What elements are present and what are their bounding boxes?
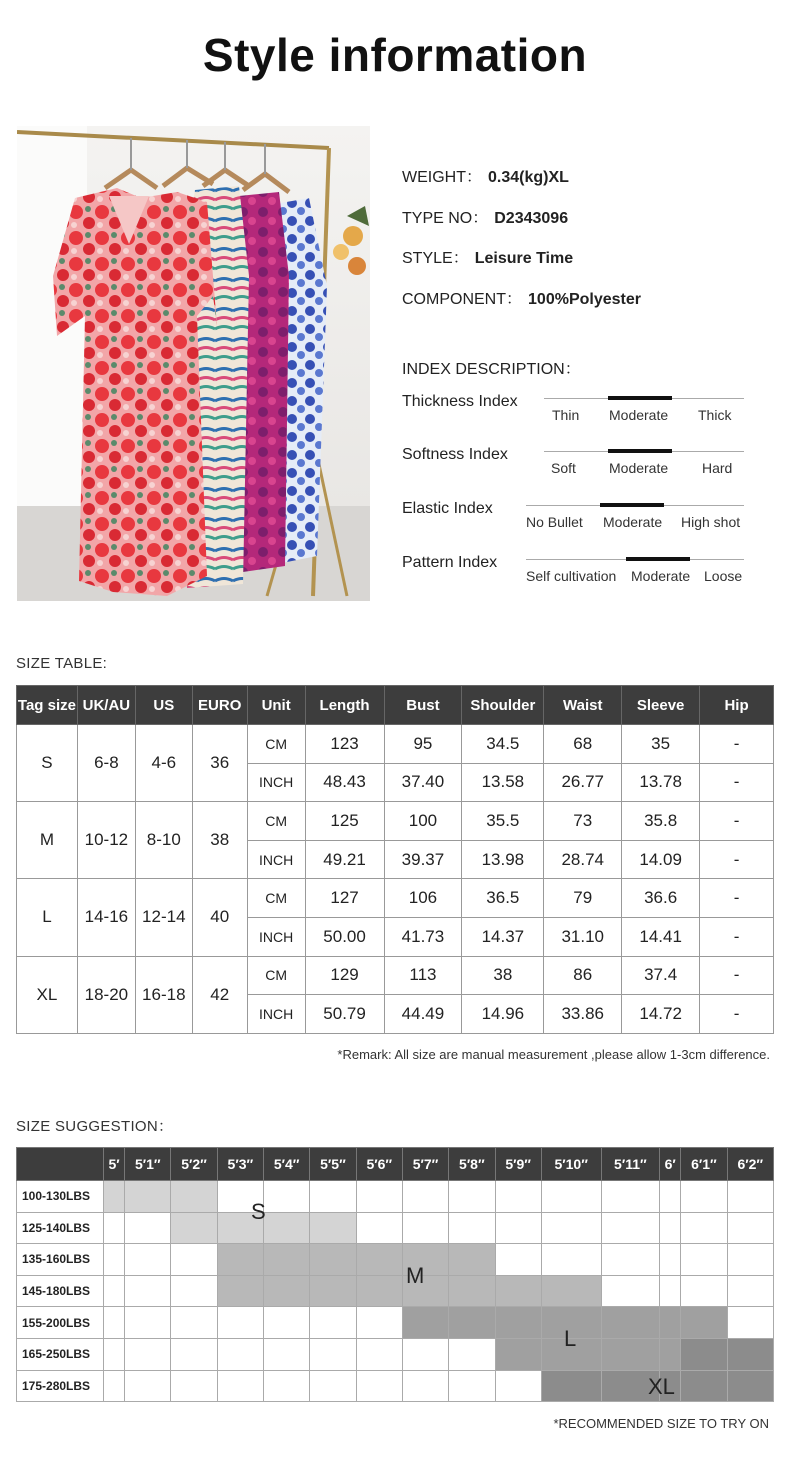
index-option: Moderate [609,460,669,476]
suggestion-cell [356,1338,402,1370]
index-option: Soft [551,460,576,476]
index-description-title: INDEX DESCRIPTION： [402,361,581,378]
height-header: 5′5″ [310,1148,356,1181]
measure-cell: INCH [247,763,305,802]
suggestion-cell [541,1181,601,1213]
measure-cell: 50.79 [305,995,384,1034]
index-option: Loose [704,568,743,584]
weight-rows [17,1181,774,1402]
suggestion-cell [681,1370,727,1402]
suggestion-cell [727,1181,773,1213]
measure-cell: 13.98 [462,840,544,879]
suggestion-cell [681,1275,727,1307]
index-option: Hard [702,460,733,476]
measure-cell: - [700,802,774,841]
measure-cell: 127 [305,879,384,918]
weight-row [17,1338,774,1370]
suggestion-cell [356,1244,402,1276]
suggestion-cell [660,1181,681,1213]
suggestion-cell [660,1212,681,1244]
measure-cell: 44.49 [384,995,462,1034]
measure-cell: 50.00 [305,917,384,956]
measure-cell: 13.78 [622,763,700,802]
size-uk-cell: 10-12 [77,802,135,879]
component-info: COMPONENT： 100%Polyester [402,291,641,308]
size-table [16,685,774,1034]
measure-cell: 13.58 [462,763,544,802]
suggestion-cell [541,1370,601,1402]
size-uk-cell: 6-8 [77,725,135,802]
suggestion-cell [310,1212,356,1244]
measure-cell: 49.21 [305,840,384,879]
measure-cell: 79 [544,879,622,918]
suggestion-cell [356,1212,402,1244]
suggestion-cell [727,1275,773,1307]
size-table-header [17,686,774,725]
size-label-s: S [251,1199,266,1224]
suggestion-cell [264,1181,310,1213]
measure-cell: 39.37 [384,840,462,879]
suggestion-cell [402,1370,448,1402]
suggestion-cell [310,1244,356,1276]
size-euro-cell: 42 [192,956,247,1033]
suggestion-cell [310,1370,356,1402]
weight-label: 165-250LBS [17,1338,104,1370]
remark: *Remark: All size are manual measurement ,please allow 1-3cm difference. [337,1047,770,1062]
measure-cell: 14.09 [622,840,700,879]
suggestion-cell [495,1307,541,1339]
index-selected-marker [608,449,672,453]
measure-cell: 33.86 [544,995,622,1034]
measure-cell: - [700,725,774,764]
measure-cell: 14.96 [462,995,544,1034]
suggestion-cell [356,1275,402,1307]
suggestion-cell [125,1307,171,1339]
measure-cell: 36.5 [462,879,544,918]
size-us-cell: 12-14 [135,879,192,956]
size-euro-cell: 40 [192,879,247,956]
suggestion-cell [660,1275,681,1307]
height-header: 5′11″ [601,1148,660,1181]
measure-cell: 36.6 [622,879,700,918]
size-uk-cell: 14-16 [77,879,135,956]
index-name: Elastic Index [402,500,493,517]
suggestion-cell [264,1275,310,1307]
index-selected-marker [626,557,690,561]
measure-cell: - [700,840,774,879]
col-header: Length [305,686,384,725]
suggestion-cell [217,1275,263,1307]
measure-cell: 28.74 [544,840,622,879]
height-header: 5′10″ [541,1148,601,1181]
height-header: 5′1″ [125,1148,171,1181]
suggestion-cell [125,1275,171,1307]
size-euro-cell: 38 [192,802,247,879]
suggestion-cell [601,1307,660,1339]
index-option: Moderate [609,407,669,423]
measure-cell: 123 [305,725,384,764]
height-header: 5′6″ [356,1148,402,1181]
suggestion-cell [495,1275,541,1307]
suggestion-cell [681,1307,727,1339]
suggestion-cell [171,1307,217,1339]
suggestion-cell [171,1370,217,1402]
measure-cell: 37.4 [622,956,700,995]
suggestion-cell [402,1338,448,1370]
suggestion-cell [356,1181,402,1213]
suggestion-cell [171,1181,217,1213]
elastic-index [402,500,747,540]
measure-cell: - [700,995,774,1034]
col-header: Waist [544,686,622,725]
measure-cell: 68 [544,725,622,764]
suggestion-cell [449,1212,495,1244]
suggestion-cell [104,1370,125,1402]
suggestion-cell [660,1338,681,1370]
table-row [17,725,774,764]
measure-cell: CM [247,725,305,764]
suggestion-cell [104,1212,125,1244]
size-label-m: M [406,1263,425,1288]
height-header: 5′3″ [217,1148,263,1181]
suggestion-cell [727,1370,773,1402]
suggestion-cell [310,1181,356,1213]
pattern-index [402,554,747,594]
size-table-label: SIZE TABLE: [16,655,108,672]
index-name: Pattern Index [402,554,498,571]
measure-cell: 35 [622,725,700,764]
measure-cell: 26.77 [544,763,622,802]
softness-index [402,446,747,486]
suggestion-cell [264,1212,310,1244]
weight-row [17,1212,774,1244]
corner-cell [17,1148,104,1181]
suggestion-cell [681,1212,727,1244]
height-header: 5′ [104,1148,125,1181]
suggestion-cell [171,1338,217,1370]
suggestion-cell [104,1181,125,1213]
measure-cell: 86 [544,956,622,995]
suggestion-cell [495,1212,541,1244]
suggestion-cell [681,1244,727,1276]
page-title: Style information [202,29,588,81]
measure-cell: CM [247,956,305,995]
suggestion-cell [449,1338,495,1370]
index-option: Self cultivation [526,568,617,584]
measure-cell: INCH [247,995,305,1034]
height-header: 5′4″ [264,1148,310,1181]
measure-cell: 35.8 [622,802,700,841]
measure-cell: 38 [462,956,544,995]
type-info: TYPE NO： D2343096 [402,210,569,227]
height-header: 5′7″ [402,1148,448,1181]
size-tag-cell: S [17,725,78,802]
measure-cell: 100 [384,802,462,841]
measure-cell: INCH [247,840,305,879]
suggestion-cell [310,1275,356,1307]
suggestion-cell [125,1212,171,1244]
weight-info: WEIGHT： 0.34(kg)XL [402,169,569,186]
suggestion-cell [727,1307,773,1339]
product-photo [17,126,370,601]
suggestion-cell [356,1370,402,1402]
measure-cell: - [700,879,774,918]
suggestion-cell [104,1275,125,1307]
suggestion-cell [681,1338,727,1370]
size-us-cell: 16-18 [135,956,192,1033]
suggestion-cell [217,1244,263,1276]
suggestion-cell [541,1244,601,1276]
measure-cell: 113 [384,956,462,995]
index-option: Moderate [603,514,663,530]
measure-cell: 95 [384,725,462,764]
index-name: Softness Index [402,446,508,463]
suggestion-cell [495,1370,541,1402]
suggestion-cell [264,1307,310,1339]
measure-cell: 73 [544,802,622,841]
size-label-xl: XL [648,1374,675,1399]
suggestion-cell [660,1244,681,1276]
measure-cell: 31.10 [544,917,622,956]
weight-row [17,1244,774,1276]
height-header: 6′2″ [727,1148,773,1181]
suggestion-cell [217,1370,263,1402]
index-selected-marker [600,503,664,507]
measure-cell: 129 [305,956,384,995]
suggestion-cell [449,1370,495,1402]
suggestion-cell [125,1338,171,1370]
measure-cell: 48.43 [305,763,384,802]
suggestion-cell [449,1275,495,1307]
size-suggestion-table [16,1147,774,1402]
table-row [17,879,774,918]
index-option: Thin [552,407,580,423]
measure-cell: 14.41 [622,917,700,956]
col-header: US [135,686,192,725]
weight-row [17,1307,774,1339]
table-row [17,802,774,841]
suggestion-cell [104,1244,125,1276]
thickness-index [402,393,747,433]
size-tag-cell: XL [17,956,78,1033]
suggestion-cell [264,1338,310,1370]
suggestion-cell [264,1370,310,1402]
col-header: EURO [192,686,247,725]
size-suggestion-label: SIZE SUGGESTION： [16,1118,174,1135]
suggestion-cell [125,1181,171,1213]
suggestion-cell [125,1370,171,1402]
measure-cell: 106 [384,879,462,918]
size-euro-cell: 36 [192,725,247,802]
suggestion-cell [402,1212,448,1244]
measure-cell: - [700,956,774,995]
height-header: 6′1″ [681,1148,727,1181]
index-name: Thickness Index [402,393,518,410]
index-option: High shot [681,514,741,530]
col-header: Tag size [17,686,78,725]
suggestion-cell [171,1212,217,1244]
size-tag-cell: M [17,802,78,879]
suggestion-cell [601,1212,660,1244]
weight-label: 175-280LBS [17,1370,104,1402]
measure-cell: 35.5 [462,802,544,841]
suggestion-cell [171,1244,217,1276]
suggestion-cell [310,1307,356,1339]
suggestion-cell [601,1244,660,1276]
suggestion-cell [541,1275,601,1307]
size-uk-cell: 18-20 [77,956,135,1033]
suggestion-cell [125,1244,171,1276]
suggestion-cell [601,1338,660,1370]
measure-cell: INCH [247,917,305,956]
suggestion-cell [681,1181,727,1213]
index-option: No Bullet [526,514,583,530]
height-header: 5′8″ [449,1148,495,1181]
size-label-l: L [564,1326,577,1351]
measure-cell: 14.37 [462,917,544,956]
suggestion-cell [264,1244,310,1276]
measure-cell: 37.40 [384,763,462,802]
suggestion-cell [310,1338,356,1370]
measure-cell: 14.72 [622,995,700,1034]
suggestion-cell [217,1338,263,1370]
measure-cell: 125 [305,802,384,841]
suggestion-cell [727,1244,773,1276]
suggestion-cell [495,1338,541,1370]
index-selected-marker [608,396,672,400]
size-us-cell: 8-10 [135,802,192,879]
col-header: Bust [384,686,462,725]
height-header: 6′ [660,1148,681,1181]
index-option: Thick [698,407,732,423]
col-header: Shoulder [462,686,544,725]
col-header: Unit [247,686,305,725]
suggestion-cell [601,1275,660,1307]
measure-cell: CM [247,879,305,918]
suggestion-cell [495,1181,541,1213]
suggestion-cell [541,1212,601,1244]
suggestion-cell [727,1212,773,1244]
suggestion-cell [495,1244,541,1276]
height-header: 5′9″ [495,1148,541,1181]
suggestion-cell [217,1307,263,1339]
suggestion-cell [601,1181,660,1213]
suggestion-cell [171,1275,217,1307]
suggestion-cell [402,1181,448,1213]
suggestion-cell [104,1338,125,1370]
col-header: UK/AU [77,686,135,725]
weight-label: 155-200LBS [17,1307,104,1339]
table-row [17,956,774,995]
index-option: Moderate [631,568,691,584]
style-info: STYLE： Leisure Time [402,250,574,267]
size-tag-cell: L [17,879,78,956]
weight-label: 125-140LBS [17,1212,104,1244]
measure-cell: - [700,763,774,802]
height-header: 5′2″ [171,1148,217,1181]
measure-cell: CM [247,802,305,841]
suggestion-cell [356,1307,402,1339]
recommend-note: *RECOMMENDED SIZE TO TRY ON [553,1416,769,1431]
suggestion-cell [449,1181,495,1213]
col-header: Sleeve [622,686,700,725]
col-header: Hip [700,686,774,725]
suggestion-cell [727,1338,773,1370]
size-us-cell: 4-6 [135,725,192,802]
size-table-body [17,725,774,1034]
suggestion-cell [449,1244,495,1276]
measure-cell: 34.5 [462,725,544,764]
height-header-row [17,1148,774,1181]
weight-label: 135-160LBS [17,1244,104,1276]
weight-label: 145-180LBS [17,1275,104,1307]
suggestion-cell [402,1307,448,1339]
measure-cell: - [700,917,774,956]
weight-row [17,1275,774,1307]
weight-row [17,1181,774,1213]
suggestion-cell [449,1307,495,1339]
suggestion-cell [660,1307,681,1339]
suggestion-cell [104,1307,125,1339]
measure-cell: 41.73 [384,917,462,956]
weight-label: 100-130LBS [17,1181,104,1213]
